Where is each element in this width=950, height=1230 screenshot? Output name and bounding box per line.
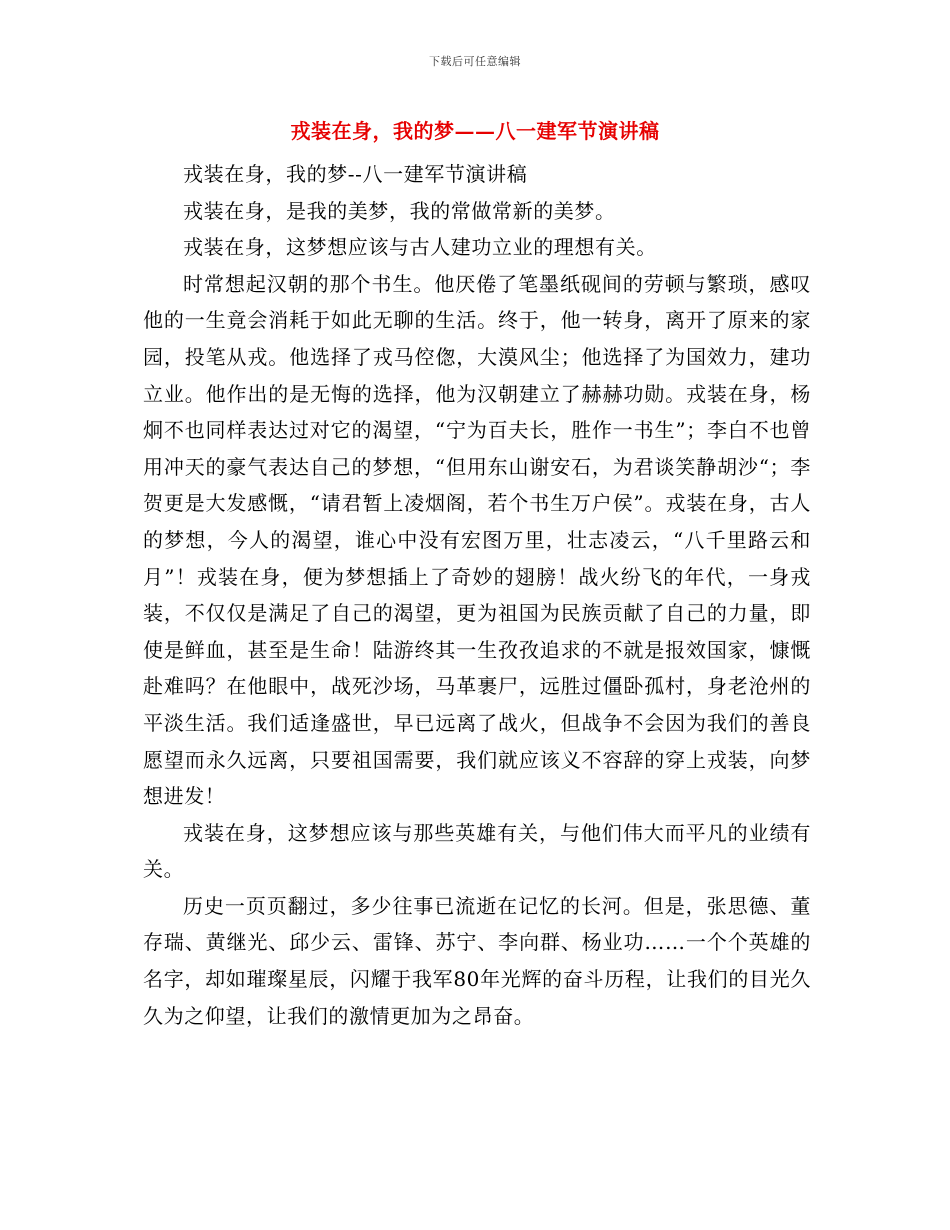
paragraph: 戎装在身，这梦想应该与古人建功立业的理想有关。 (183, 235, 657, 260)
paragraph: 戎装在身，是我的美梦，我的常做常新的美梦。 (183, 198, 616, 223)
paragraph: 历史一页页翻过，多少往事已流逝在记忆的长河。但是，张思德、董存瑞、黄继光、邱少云、雷锋、苏宁、李向群、杨业功……一个个英雄的名字，却如璀璨星辰，闪耀于我军80年光辉的奋斗历程，让我们的目光久久为之仰望，让我们的激情更加为之昂奋。 (143, 893, 811, 1028)
paragraph: 戎装在身，这梦想应该与那些英雄有关，与他们伟大而平凡的业绩有关。 (143, 820, 811, 882)
document-body (143, 156, 811, 1034)
paragraph: 戎装在身，我的梦--八一建军节演讲稿 (183, 162, 528, 186)
document-title: 戎装在身，我的梦——八一建军节演讲稿 (290, 119, 660, 143)
paragraph: 时常想起汉朝的那个书生。他厌倦了笔墨纸砚间的劳顿与繁琐，感叹他的一生竟会消耗于如此无聊的生活。终于，他一转身，离开了原来的家园，投笔从戎。他选择了戎马倥偬，大漠风尘；他选择了为国效力，建功立业。他作出的是无悔的选择，他为汉朝建立了赫赫功勋。戎装在身，杨炯不也同样表达过对它的渴望，“宁为百夫长，胜作一书生”；李白不也曾用冲天的豪气表达自己的梦想，“但用东山谢安石，为君谈笑静胡沙“；李贺更是大发感慨，“请君暂上凌烟阁，若个书生万户侯”。戎装在身，古人的梦想，今人的渴望，谁心中没有宏图万里，壮志凌云，“八千里路云和月”！戎装在身，便为梦想插上了奇妙的翅膀！战火纷飞的年代，一身戎装，不仅仅是满足了自己的渴望，更为祖国为民族贡献了自己的力量，即使是鲜血，甚至是生命！陆游终其一生孜孜追求的不就是报效国家，慷慨赴难吗？在他眼中，战死沙场，马革裹尸，远胜过僵卧孤村，身老沧州的平淡生活。我们适逢盛世，早已远离了战火，但战争不会因为我们的善良愿望而永久远离，只要祖国需要，我们就应该义不容辞的穿上戎装，向梦想进发！ (143, 271, 811, 809)
header-note: 下载后可任意编辑 (429, 55, 521, 68)
